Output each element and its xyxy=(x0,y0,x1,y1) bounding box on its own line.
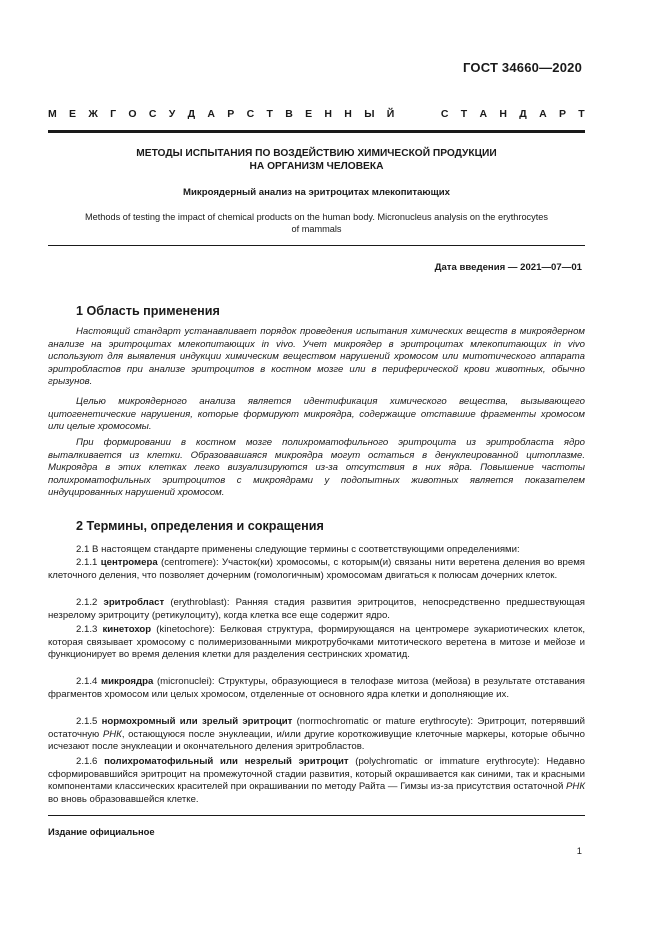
term-text-italic: РНК xyxy=(566,781,585,793)
letter: Д xyxy=(187,108,196,120)
term-text: (polychromatic or immature erythrocyte): Недавно сформировавшийся эритроцит на промежуточной стадии развития, который окрашивается как синими, так и красными компонентами классических красителей при окрашивании по методу Райта — Гимзы из-за присутствия остаточной xyxy=(48,756,586,793)
english-title-line: Methods of testing the impact of chemical products on the human body. Micronucleus analysis on the erythrocytes xyxy=(84,212,549,222)
term-text: , остающуюся после энуклеации, и/или другие короткоживущие клеточные маркеры, которые обычно исчезают после энуклеации и окончательного деления эритробластов. xyxy=(48,728,585,753)
letter: Е xyxy=(69,108,77,120)
letter: М xyxy=(48,108,57,120)
letter: Р xyxy=(558,108,566,120)
term-text: (centromere): Участок(ки) хромосомы, с которым(и) связаны нити веретена деления во время клеточного деления, что позволяет дочерним (гомологичным) хромосомам двигаться к полюсам дочерних клеток. xyxy=(48,557,585,581)
term-number: 2.1.6 xyxy=(76,756,98,767)
letter: А xyxy=(539,108,547,120)
letter: С xyxy=(246,108,255,120)
letter: Р xyxy=(227,108,235,120)
letter: О xyxy=(128,108,137,120)
term-definition xyxy=(48,624,585,662)
letter: Т xyxy=(266,108,273,120)
term-definition xyxy=(48,716,585,754)
term-number: 2.1.4 xyxy=(76,676,98,687)
letter: У xyxy=(168,108,176,120)
letter: С xyxy=(440,108,449,120)
term-number: 2.1.1 xyxy=(76,557,98,568)
letter: Ж xyxy=(88,108,98,120)
word-gap xyxy=(407,108,429,120)
term-name: эритробласт xyxy=(103,597,165,608)
english-title xyxy=(48,211,585,236)
letter: А xyxy=(479,108,488,120)
letter: Д xyxy=(519,108,527,120)
footer-divider xyxy=(48,815,585,816)
title-line: НА ОРГАНИЗМ ЧЕЛОВЕКА xyxy=(249,160,384,172)
term-name: кинетохор xyxy=(102,624,152,635)
section-1-paragraph: При формировании в костном мозге полихроматофильного эритроцита из эритробласта ядро выталкивается из клетки. Образовавшаяся микроядра могут остаться в денуклеированной цитоплазме. Микроядра в этих клетках легко визуализируются из-за отсутствия в них ядра. Повышение частоты полихроматофильных эритроцитов с микроядрами у подопытных животных является показателем индуцированных нарушений хромосом. xyxy=(48,437,585,499)
term-definition xyxy=(48,756,585,806)
term-text: (normochromatic or mature erythrocyte): Эритроцит, потерявший остаточную xyxy=(48,716,585,740)
term-name: микроядра xyxy=(101,676,154,687)
letter: Ы xyxy=(364,108,375,120)
term-definition xyxy=(48,676,585,701)
letter: Н xyxy=(344,108,352,120)
section-1-paragraph: Целью микроядерного анализа является идентификация химического вещества, вызывающего цитогенетические нарушения, которые формируют микроядра, содержащие отставшие фрагменты хромосом или целые хромосомы. xyxy=(48,396,585,433)
gost-number: ГОСТ 34660—2020 xyxy=(463,60,582,75)
title-line: МЕТОДЫ ИСПЫТАНИЯ ПО ВОЗДЕЙСТВИЮ ХИМИЧЕСКОЙ ПРОДУКЦИИ xyxy=(136,148,497,159)
term-text: (erythroblast): Ранняя стадия развития эритроцитов, непосредственно предшествующая незрелому эритроциту (ретикулоциту), когда клетка все еще содержит ядро. xyxy=(48,597,585,621)
term-text-italic: РНК xyxy=(102,728,122,740)
term-text: (kinetochore): Белковая структура, формирующаяся на центромере эукариотических клеток, которая связывает хромосому с полимеризованными микротрубочками митотического веретена в митозе и мейозе и функционирует во время деления клетки для разделения сестринских хроматид. xyxy=(48,624,585,661)
edition-note: Издание официальное xyxy=(48,826,155,837)
term-number: 2.1.5 xyxy=(76,716,98,727)
header-divider xyxy=(48,130,585,133)
letter: Т xyxy=(578,108,585,120)
term-text: (micronuclei): Структуры, образующиеся в телофазе митоза (мейоза) в результате отставания фрагментов хромосом или целых хромосом, отделенные от основного ядра клетки и дополняющие их. xyxy=(48,676,586,700)
letter: Й xyxy=(386,108,395,120)
english-title-line: of mammals xyxy=(291,224,342,235)
letter: Г xyxy=(110,108,117,120)
section-2-intro: 2.1 В настоящем стандарте применены следующие термины с соответствующими определениями: xyxy=(76,544,520,555)
document-subtitle: Микроядерный анализ на эритроцитах млекопитающих xyxy=(183,187,450,198)
letter: А xyxy=(207,108,215,120)
letter: Н xyxy=(324,108,332,120)
letter: Н xyxy=(499,108,507,120)
letter: Е xyxy=(305,108,313,120)
term-definition xyxy=(48,597,585,622)
section-1-heading: 1 Область применения xyxy=(76,304,220,318)
letter: С xyxy=(148,108,157,120)
term-name: центромера xyxy=(100,557,158,568)
term-name: полихроматофильный или незрелый эритроцит xyxy=(104,756,349,767)
section-2-heading: 2 Термины, определения и сокращения xyxy=(76,519,324,533)
title-divider xyxy=(48,245,585,246)
term-definition xyxy=(48,557,585,582)
letter: В xyxy=(285,108,293,120)
standard-type-heading xyxy=(48,108,585,120)
letter: Т xyxy=(460,108,468,120)
introduction-date: Дата введения — 2021—07—01 xyxy=(434,262,582,273)
document-title xyxy=(48,148,585,173)
term-text: во вновь образовавшейся клетке. xyxy=(48,793,199,805)
section-1-paragraph: Настоящий стандарт устанавливает порядок проведения испытания химических веществ в микроядерном анализе на эритроцитах млекопитающих in vivo. Учет микроядер в эритроцитах млекопитающих in vivo используют для выявления индукции химическим веществом нарушений хромосом или митотического аппарата эритробластов при анализе эритроцитов в костном мозге или в периферической крови животных, обычно грызунов. xyxy=(48,326,585,388)
term-number: 2.1.2 xyxy=(76,597,98,608)
term-name: нормохромный или зрелый эритроцит xyxy=(101,716,293,727)
term-number: 2.1.3 xyxy=(76,624,98,635)
page-number: 1 xyxy=(576,845,582,856)
